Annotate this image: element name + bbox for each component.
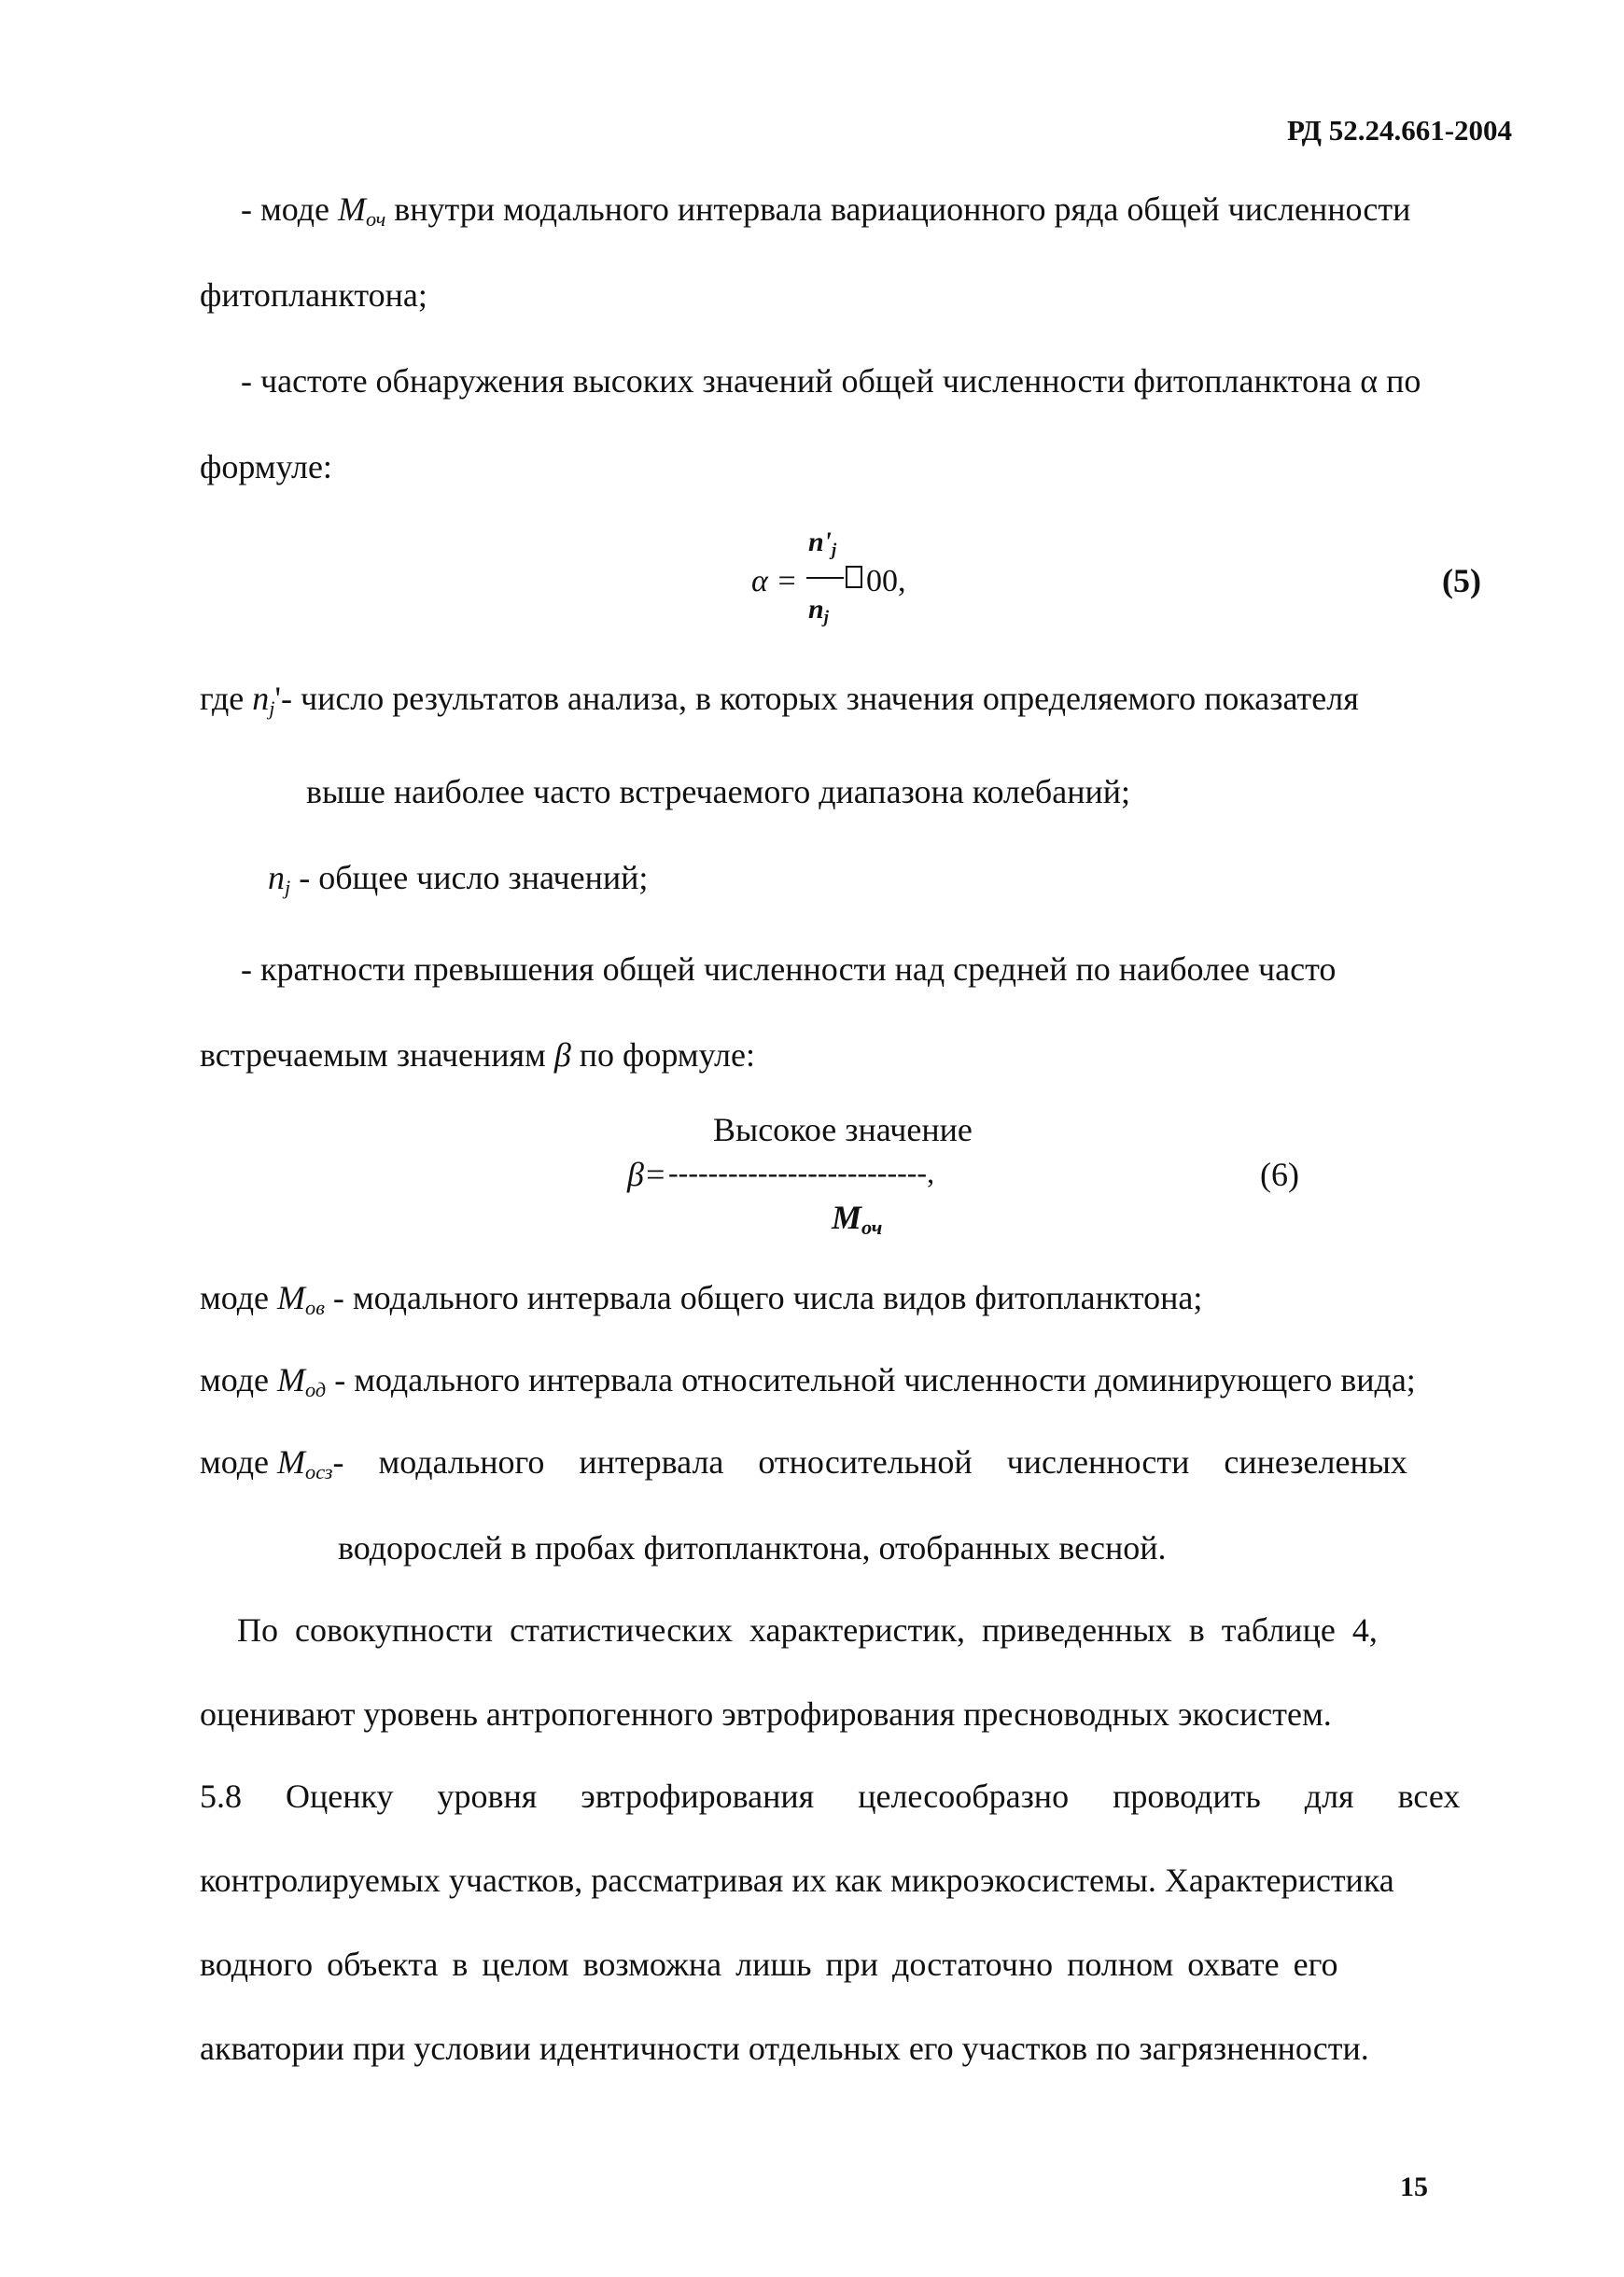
denominator-letter: n bbox=[808, 594, 824, 625]
text: моде bbox=[200, 1443, 270, 1481]
paragraph-multiplicity-line1: - кратности превышения общей численности над средней по наиболее часто bbox=[241, 950, 1337, 988]
text: - общее число значений; bbox=[299, 859, 649, 896]
symbol-subscript: j bbox=[285, 876, 291, 900]
paragraph-where-line1 bbox=[200, 682, 1359, 720]
paragraph-frequency-line2: формуле: bbox=[200, 448, 332, 485]
denominator-letter: M bbox=[832, 1199, 862, 1236]
doc-code-header: РД 52.24.661-2004 bbox=[1287, 114, 1513, 147]
paragraph-5-8-line4: акватории при условии идентичности отдельных его участков по загрязненности. bbox=[200, 2030, 1369, 2067]
paragraph-moda-och-line1 bbox=[241, 192, 1410, 231]
text: где bbox=[200, 680, 245, 717]
symbol-nj bbox=[268, 859, 291, 900]
formula5-factor: 00, bbox=[866, 564, 906, 598]
paragraph-multiplicity-line2 bbox=[200, 1038, 755, 1072]
denominator-subscript: оч bbox=[861, 1216, 883, 1240]
formula6-dashes: --------------------------, bbox=[668, 1156, 935, 1189]
missing-glyph-box-icon bbox=[846, 566, 862, 588]
symbol-letter: M bbox=[277, 1279, 306, 1316]
formula5-numerator bbox=[808, 528, 836, 560]
formula6-number: (6) bbox=[1260, 1156, 1299, 1193]
formula5-denominator bbox=[808, 596, 829, 627]
paragraph-moda-osz-line2: водорослей в пробах фитопланктона, отобранных весной. bbox=[338, 1529, 1167, 1567]
text: - модального интервала относительной численности синезеленых bbox=[332, 1443, 1407, 1481]
paragraph-moda-ov bbox=[200, 1281, 1202, 1319]
text: внутри модального интервала вариационного ряда общей численности bbox=[394, 190, 1411, 228]
text: встречаемым значениям bbox=[200, 1036, 546, 1074]
symbol-letter: n bbox=[252, 680, 270, 717]
formula6-denominator bbox=[832, 1201, 882, 1239]
formula5-lhs: α = bbox=[751, 564, 798, 598]
formula5-number: (5) bbox=[1442, 562, 1481, 599]
paragraph-5-8-line1: 5.8 Оценку уровня эвтрофирования целесообразно проводить для всех bbox=[200, 1778, 1461, 1815]
paragraph-frequency-line1: - частоте обнаружения высоких значений общей численности фитопланктона α по bbox=[241, 362, 1421, 400]
paragraph-nj bbox=[268, 861, 648, 899]
symbol-letter: M bbox=[277, 1361, 306, 1399]
symbol-M bbox=[338, 190, 386, 232]
paragraph-5-8-line3: водного объекта в целом возможна лишь при достаточно полном охвате его bbox=[200, 1946, 1338, 1983]
formula5-fraction-bar bbox=[806, 577, 844, 579]
paragraph-moda-od bbox=[200, 1363, 1416, 1401]
symbol-subscript: ов bbox=[305, 1296, 325, 1320]
formula6-numerator: Высокое значение bbox=[713, 1111, 973, 1148]
symbol-letter: M bbox=[338, 190, 367, 228]
symbol-letter: n bbox=[268, 859, 285, 896]
formula6-lhs: β= bbox=[627, 1156, 667, 1193]
symbol-M bbox=[277, 1443, 333, 1484]
denominator-subscript: j bbox=[823, 608, 829, 628]
text: - модального интервала относительной численности доминирующего вида; bbox=[334, 1361, 1416, 1399]
symbol-M bbox=[277, 1279, 325, 1320]
symbol-subscript: j bbox=[269, 696, 275, 721]
text: - модального интервала общего числа видов фитопланктона; bbox=[332, 1279, 1203, 1316]
paragraph-moda-osz-line1 bbox=[200, 1445, 1516, 1483]
symbol-subscript: оч bbox=[366, 207, 386, 232]
paragraph-totality-line1: По совокупности статистических характеристик, приведенных в таблице 4, bbox=[237, 1611, 1378, 1649]
symbol-M bbox=[277, 1361, 327, 1402]
paragraph-totality-line2: оценивают уровень антропогенного эвтрофирования пресноводных экосистем. bbox=[200, 1695, 1332, 1733]
page-number: 15 bbox=[1400, 2172, 1428, 2202]
symbol-beta: β bbox=[553, 1036, 571, 1074]
symbol-nj bbox=[252, 680, 275, 721]
numerator-letter: n' bbox=[808, 527, 833, 557]
paragraph-5-8-line2: контролируемых участков, рассматривая их как микроэкосистемы. Характеристика bbox=[200, 1862, 1394, 1899]
paragraph-where-line2: выше наиболее часто встречаемого диапазона колебаний; bbox=[306, 773, 1131, 810]
symbol-letter: M bbox=[277, 1443, 306, 1481]
text: по формуле: bbox=[579, 1036, 755, 1074]
numerator-subscript: j bbox=[832, 541, 837, 561]
text: - моде bbox=[241, 190, 330, 228]
text: моде bbox=[200, 1279, 270, 1316]
symbol-subscript: од bbox=[305, 1378, 327, 1402]
text: моде bbox=[200, 1361, 270, 1399]
text: '- число результатов анализа, в которых значения определяемого показателя bbox=[274, 680, 1359, 717]
paragraph-moda-och-line2: фитопланктона; bbox=[200, 276, 427, 314]
symbol-subscript: осз bbox=[305, 1460, 333, 1484]
